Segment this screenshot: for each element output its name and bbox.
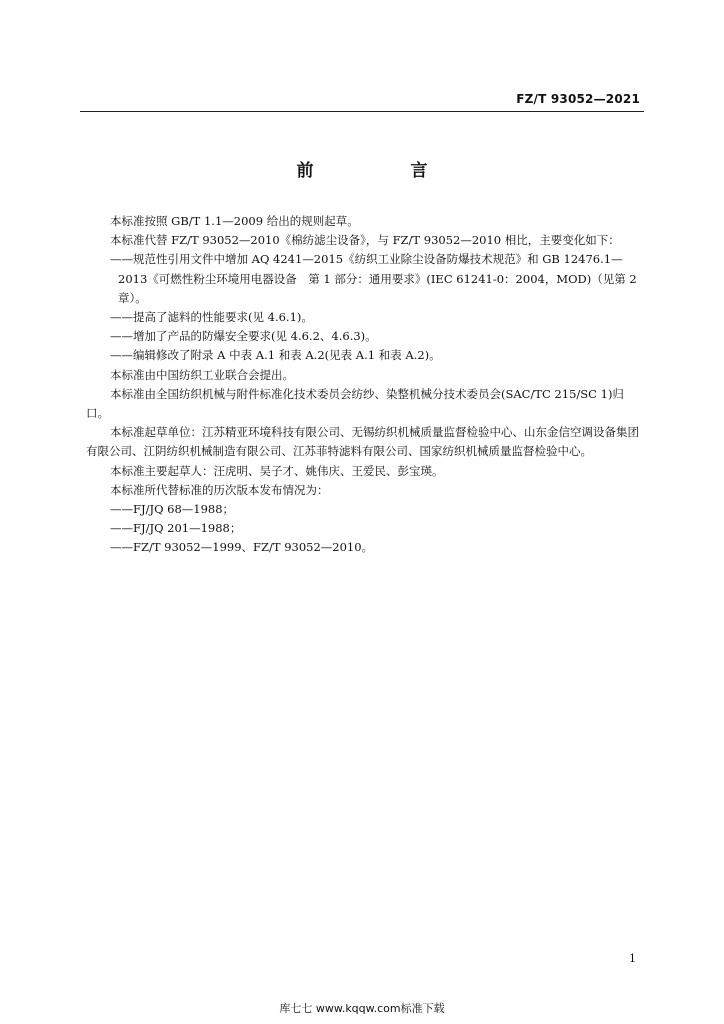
change-item-1-line-1: ——规范性引用文件中增加 AQ 4241—2015《纺织工业除尘设备防爆技术规范》和 GB 12476.1— — [110, 252, 623, 267]
paragraph-history-intro: 本标准所代替标准的历次版本发布情况为： — [110, 482, 329, 497]
page-title: 前 言 — [296, 161, 468, 181]
change-item-1-line-3: 章）。 — [118, 290, 147, 305]
paragraph-drafting-units: 本标准起草单位：江苏精亚环境科技有限公司、无锡纺织机械质量监督检验中心、山东金信空调设备集团有限公司、江阴纺织机械制造有限公司、江苏菲特滤料有限公司、国家纺织机械质量监督检验中心。 — [86, 425, 639, 459]
history-item-3: ——FZ/T 93052—1999、FZ/T 93052—2010。 — [110, 540, 374, 555]
paragraph-proposed-by: 本标准由中国纺织工业联合会提出。 — [110, 367, 294, 382]
history-item-2: ——FJ/JQ 201—1988； — [110, 521, 242, 536]
foreword-body — [86, 212, 646, 558]
standard-number: FZ/T 93052—2021 — [516, 92, 640, 106]
paragraph-under-jurisdiction: 本标准由全国纺织机械与附件标准化技术委员会纺纱、染整机械分技术委员会(SAC/TC 215/SC 1)归口。 — [86, 386, 624, 421]
header-rule — [80, 111, 644, 112]
footer-watermark: 库七七 www.kqqw.com标准下载 — [279, 1002, 445, 1015]
history-item-1: ——FJ/JQ 68—1988； — [110, 502, 235, 517]
change-item-2: ——提高了滤料的性能要求(见 4.6.1)。 — [110, 310, 313, 325]
change-item-1-line-2: 2013《可燃性粉尘环境用电器设备 第 1 部分：通用要求》(IEC 61241-0：2004，MOD)（见第 2 — [118, 271, 637, 286]
change-item-4: ——编辑修改了附录 A 中表 A.1 和表 A.2(见表 A.1 和表 A.2)。 — [110, 348, 441, 363]
paragraph-drafting-rule: 本标准按照 GB/T 1.1—2009 给出的规则起草。 — [110, 214, 359, 228]
page-number: 1 — [629, 952, 636, 965]
change-item-3: ——增加了产品的防爆安全要求(见 4.6.2、4.6.3)。 — [110, 329, 377, 344]
paragraph-drafters: 本标准主要起草人：汪虎明、吴子才、姚伟庆、王爱民、彭宝瑛。 — [110, 463, 444, 478]
paragraph-replaces: 本标准代替 FZ/T 93052—2010《棉纺滤尘设备》，与 FZ/T 93052—2010 相比，主要变化如下： — [110, 233, 620, 248]
